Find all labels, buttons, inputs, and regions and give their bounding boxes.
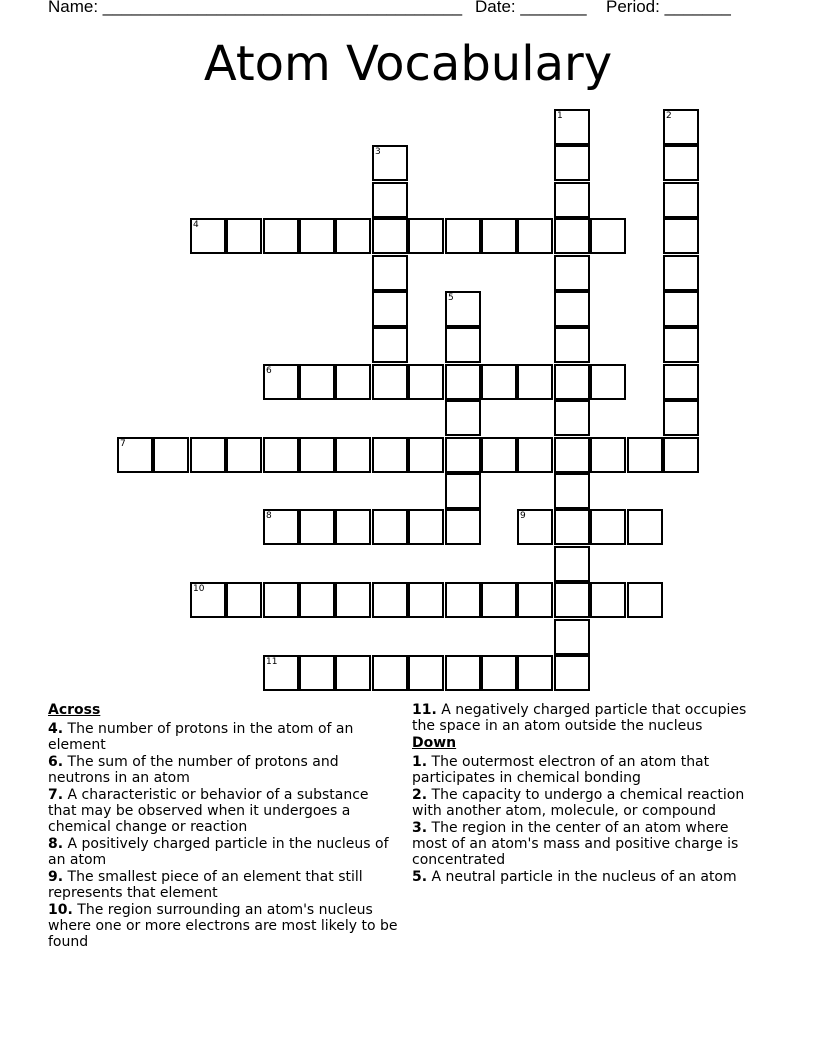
crossword-cell[interactable] bbox=[263, 582, 299, 618]
clues-left-column bbox=[48, 702, 398, 951]
crossword-cell[interactable] bbox=[554, 255, 590, 291]
crossword-cell[interactable] bbox=[627, 582, 663, 618]
clue-number-label: 3 bbox=[375, 147, 381, 157]
crossword-cell[interactable] bbox=[663, 400, 699, 436]
clue-number: 7. bbox=[48, 787, 64, 803]
crossword-cell[interactable] bbox=[372, 582, 408, 618]
crossword-cell[interactable] bbox=[554, 473, 590, 509]
crossword-cell[interactable] bbox=[445, 509, 481, 545]
crossword-cell[interactable] bbox=[627, 437, 663, 473]
crossword-cell[interactable] bbox=[481, 655, 517, 691]
crossword-cell[interactable] bbox=[481, 582, 517, 618]
crossword-cell[interactable] bbox=[663, 218, 699, 254]
crossword-cell[interactable] bbox=[554, 145, 590, 181]
crossword-cell[interactable] bbox=[408, 509, 444, 545]
crossword-cell[interactable] bbox=[372, 437, 408, 473]
crossword-cell[interactable] bbox=[372, 182, 408, 218]
crossword-cell[interactable] bbox=[372, 327, 408, 363]
clues-right-column bbox=[412, 702, 767, 886]
crossword-cell[interactable] bbox=[299, 655, 335, 691]
crossword-cell[interactable] bbox=[590, 364, 626, 400]
crossword-cell[interactable] bbox=[554, 546, 590, 582]
down-clue bbox=[412, 787, 767, 819]
crossword-cell[interactable] bbox=[481, 437, 517, 473]
crossword-cell[interactable] bbox=[190, 218, 226, 254]
clue-text: The capacity to undergo a chemical reaction with another atom, molecule, or compound bbox=[412, 787, 745, 819]
crossword-cell[interactable] bbox=[335, 218, 371, 254]
crossword-cell[interactable] bbox=[517, 582, 553, 618]
clue-text: The number of protons in the atom of an element bbox=[48, 721, 354, 753]
down-clue bbox=[412, 869, 767, 885]
crossword-cell[interactable] bbox=[445, 291, 481, 327]
crossword-cell[interactable] bbox=[117, 437, 153, 473]
crossword-cell[interactable] bbox=[663, 182, 699, 218]
crossword-cell[interactable] bbox=[554, 655, 590, 691]
crossword-cell[interactable] bbox=[335, 655, 371, 691]
crossword-cell[interactable] bbox=[335, 509, 371, 545]
clue-text: The region surrounding an atom's nucleus where one or more electrons are most likely to be found bbox=[48, 902, 398, 950]
clue-number-label: 4 bbox=[193, 220, 199, 230]
crossword-cell[interactable] bbox=[445, 655, 481, 691]
crossword-cell[interactable] bbox=[299, 218, 335, 254]
crossword-cell[interactable] bbox=[590, 509, 626, 545]
down-heading: Down bbox=[412, 735, 457, 751]
crossword-cell[interactable] bbox=[663, 109, 699, 145]
crossword-cell[interactable] bbox=[554, 291, 590, 327]
clue-number: 9. bbox=[48, 869, 64, 885]
period-field[interactable]: Period: _______ bbox=[606, 0, 731, 16]
clue-number-label: 9 bbox=[520, 511, 526, 521]
clue-number: 6. bbox=[48, 754, 64, 770]
across-clue bbox=[48, 869, 398, 901]
crossword-cell[interactable] bbox=[554, 437, 590, 473]
page-title: Atom Vocabulary bbox=[203, 36, 613, 92]
crossword-cell[interactable] bbox=[299, 509, 335, 545]
crossword-cell[interactable] bbox=[590, 437, 626, 473]
crossword-cell[interactable] bbox=[554, 400, 590, 436]
crossword-cell[interactable] bbox=[481, 364, 517, 400]
clue-text: A neutral particle in the nucleus of an atom bbox=[431, 869, 737, 885]
crossword-cell[interactable] bbox=[226, 218, 262, 254]
crossword-cell[interactable] bbox=[663, 327, 699, 363]
crossword-cell[interactable] bbox=[372, 364, 408, 400]
clue-number-label: 7 bbox=[120, 439, 126, 449]
crossword-cell[interactable] bbox=[445, 582, 481, 618]
crossword-cell[interactable] bbox=[554, 327, 590, 363]
crossword-cell[interactable] bbox=[517, 218, 553, 254]
crossword-cell[interactable] bbox=[663, 437, 699, 473]
crossword-cell[interactable] bbox=[445, 364, 481, 400]
crossword-cell[interactable] bbox=[445, 473, 481, 509]
across-clue bbox=[48, 902, 398, 950]
name-field[interactable]: Name: ______________________________________ bbox=[48, 0, 463, 16]
crossword-cell[interactable] bbox=[554, 364, 590, 400]
crossword-cell[interactable] bbox=[408, 364, 444, 400]
crossword-cell[interactable] bbox=[554, 109, 590, 145]
across-clue bbox=[412, 702, 767, 734]
crossword-cell[interactable] bbox=[517, 437, 553, 473]
crossword-cell[interactable] bbox=[263, 364, 299, 400]
crossword-cell[interactable] bbox=[445, 400, 481, 436]
crossword-cell[interactable] bbox=[663, 364, 699, 400]
crossword-cell[interactable] bbox=[554, 619, 590, 655]
crossword-cell[interactable] bbox=[263, 437, 299, 473]
crossword-cell[interactable] bbox=[263, 509, 299, 545]
clue-number-label: 8 bbox=[266, 511, 272, 521]
crossword-cell[interactable] bbox=[372, 218, 408, 254]
clue-text: The smallest piece of an element that still represents that element bbox=[48, 869, 363, 901]
crossword-cell[interactable] bbox=[372, 291, 408, 327]
crossword-cell[interactable] bbox=[554, 509, 590, 545]
crossword-cell[interactable] bbox=[408, 218, 444, 254]
crossword-cell[interactable] bbox=[335, 582, 371, 618]
crossword-cell[interactable] bbox=[299, 364, 335, 400]
crossword-cell[interactable] bbox=[590, 582, 626, 618]
crossword-cell[interactable] bbox=[590, 218, 626, 254]
crossword-cell[interactable] bbox=[517, 509, 553, 545]
crossword-cell[interactable] bbox=[299, 582, 335, 618]
clue-text: The outermost electron of an atom that participates in chemical bonding bbox=[412, 754, 710, 786]
crossword-cell[interactable] bbox=[372, 509, 408, 545]
across-clue bbox=[48, 836, 398, 868]
crossword-cell[interactable] bbox=[554, 582, 590, 618]
clue-number-label: 2 bbox=[666, 111, 672, 121]
crossword-cell[interactable] bbox=[554, 182, 590, 218]
clue-text: The sum of the number of protons and neutrons in an atom bbox=[48, 754, 339, 786]
crossword-cell[interactable] bbox=[263, 218, 299, 254]
clue-number: 11. bbox=[412, 702, 437, 718]
crossword-cell[interactable] bbox=[372, 145, 408, 181]
date-field[interactable]: Date: _______ bbox=[475, 0, 587, 16]
crossword-cell[interactable] bbox=[445, 218, 481, 254]
clue-number-label: 1 bbox=[557, 111, 563, 121]
crossword-cell[interactable] bbox=[226, 582, 262, 618]
clue-text: A positively charged particle in the nucleus of an atom bbox=[48, 836, 389, 868]
clue-number: 1. bbox=[412, 754, 428, 770]
crossword-cell[interactable] bbox=[517, 655, 553, 691]
crossword-cell[interactable] bbox=[663, 291, 699, 327]
crossword-cell[interactable] bbox=[226, 437, 262, 473]
crossword-cell[interactable] bbox=[190, 582, 226, 618]
clue-number: 4. bbox=[48, 721, 64, 737]
crossword-cell[interactable] bbox=[445, 437, 481, 473]
down-clue bbox=[412, 754, 767, 786]
clue-number: 5. bbox=[412, 869, 428, 885]
crossword-cell[interactable] bbox=[408, 582, 444, 618]
clue-number-label: 10 bbox=[193, 584, 205, 594]
clue-number: 2. bbox=[412, 787, 428, 803]
clue-number-label: 6 bbox=[266, 366, 272, 376]
clue-number-label: 11 bbox=[266, 657, 278, 667]
crossword-cell[interactable] bbox=[263, 655, 299, 691]
clue-number: 10. bbox=[48, 902, 73, 918]
clue-text: A negatively charged particle that occupies the space in an atom outside the nucleus bbox=[412, 702, 747, 734]
crossword-cell[interactable] bbox=[335, 437, 371, 473]
across-heading: Across bbox=[48, 702, 101, 718]
across-clue bbox=[48, 754, 398, 786]
crossword-cell[interactable] bbox=[481, 218, 517, 254]
crossword-cell[interactable] bbox=[372, 255, 408, 291]
crossword-cell[interactable] bbox=[445, 327, 481, 363]
crossword-cell[interactable] bbox=[663, 145, 699, 181]
crossword-cell[interactable] bbox=[408, 655, 444, 691]
across-clue bbox=[48, 721, 398, 753]
crossword-cell[interactable] bbox=[554, 218, 590, 254]
clue-text: A characteristic or behavior of a substance that may be observed when it undergoes a chemical change or reaction bbox=[48, 787, 369, 835]
crossword-cell[interactable] bbox=[190, 437, 226, 473]
down-clue bbox=[412, 820, 767, 868]
crossword-cell[interactable] bbox=[153, 437, 189, 473]
clue-number: 8. bbox=[48, 836, 64, 852]
clue-number-label: 5 bbox=[448, 293, 454, 303]
across-clue bbox=[48, 787, 398, 835]
crossword-cell[interactable] bbox=[627, 509, 663, 545]
crossword-cell[interactable] bbox=[408, 437, 444, 473]
crossword-cell[interactable] bbox=[663, 255, 699, 291]
crossword-cell[interactable] bbox=[517, 364, 553, 400]
clue-number: 3. bbox=[412, 820, 428, 836]
clue-text: The region in the center of an atom where most of an atom's mass and positive charge is concentrated bbox=[412, 820, 739, 868]
crossword-cell[interactable] bbox=[335, 364, 371, 400]
crossword-cell[interactable] bbox=[299, 437, 335, 473]
crossword-cell[interactable] bbox=[372, 655, 408, 691]
